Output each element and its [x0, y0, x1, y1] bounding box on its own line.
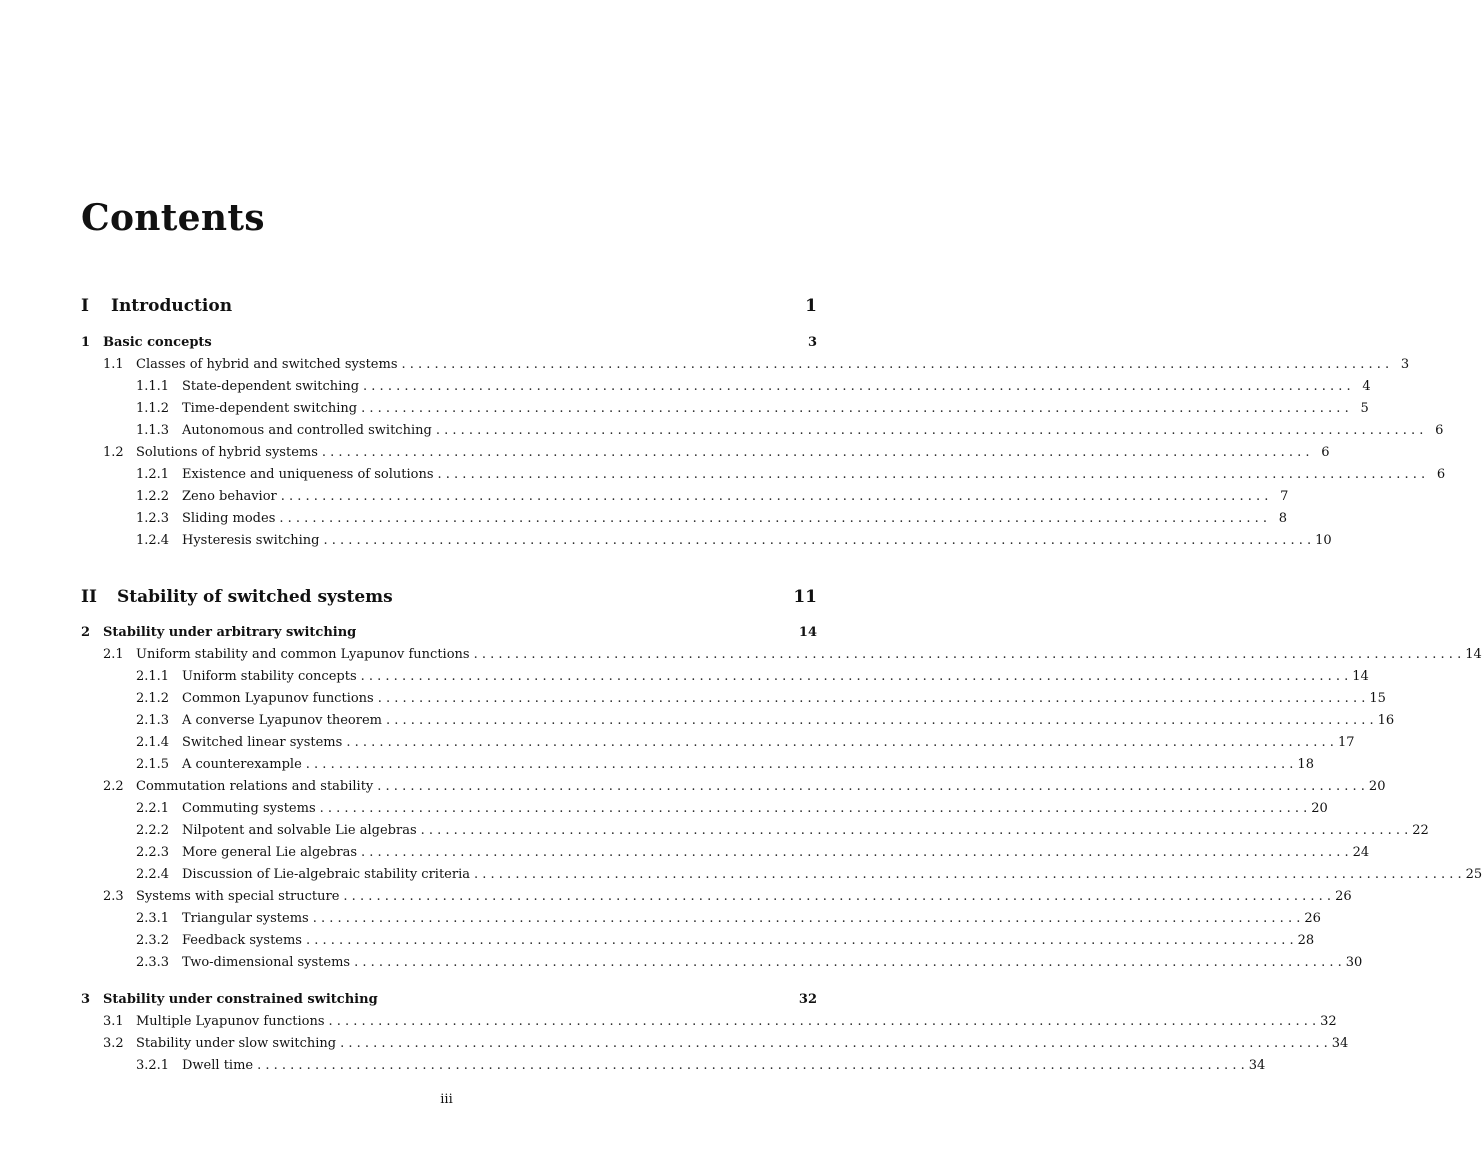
toc-entry-title: Zeno behavior	[182, 489, 277, 504]
toc-entry-title: Commuting systems	[182, 801, 316, 816]
toc-entry-title: Hysteresis switching	[182, 533, 320, 548]
toc-entry-number: 1.2.2	[136, 489, 170, 504]
toc-entry-title: Common Lyapunov functions	[182, 691, 374, 706]
toc-entry-title: Switched linear systems	[182, 735, 343, 750]
toc-entry-page: 7	[1280, 489, 1289, 504]
toc-entry-number: 1.1.3	[136, 423, 170, 438]
dot-leader: . . . . . . . . . . . . . . . . . . . . . . . . . . . . . . . . . . . . . . . . . . . . . . . . . . . . . . . . . . . . . . . . . . . . . . . . . . . . . . . . . . . . . . . . . . . . . . . . . . . . . . . . . . . . . . . . . . . . . . . .	[279, 511, 1268, 526]
toc-entry-subsection[interactable]	[81, 867, 1482, 882]
toc-entry-title: More general Lie algebras	[182, 845, 358, 860]
toc-entry-title: Nilpotent and solvable Lie algebras	[182, 823, 417, 838]
toc-entry-section[interactable]	[81, 647, 1482, 662]
toc-entry-title: Classes of hybrid and switched systems	[136, 357, 398, 372]
toc-entry-page: 6	[1435, 423, 1444, 438]
toc-entry-title: Uniform stability concepts	[182, 669, 357, 684]
toc-entry-page: 18	[1297, 757, 1314, 772]
toc-entry-number: 1.2.4	[136, 533, 170, 548]
toc-entry-page: 28	[1297, 933, 1315, 948]
toc-entry-number: 2.3.3	[136, 955, 170, 970]
toc-entry-subsection[interactable]	[81, 933, 1315, 948]
toc-entry-page: 1	[805, 296, 817, 316]
toc-entry-number: 2.1.1	[136, 669, 170, 684]
toc-entry-title: Dwell time	[182, 1058, 254, 1073]
toc-entry-number: 2.2.4	[136, 867, 170, 882]
toc-entry-page: 30	[1345, 955, 1363, 970]
toc-entry-number: II	[81, 587, 97, 607]
toc-entry-number: 1.2	[103, 445, 124, 460]
toc-entry-title: Multiple Lyapunov functions	[136, 1014, 325, 1029]
toc-entry-number: 2.3.2	[136, 933, 170, 948]
toc-entry-subsection[interactable]	[81, 379, 1371, 394]
toc-entry-subsection[interactable]	[81, 801, 1328, 816]
toc-entry-part[interactable]	[81, 587, 817, 607]
toc-entry-page: 6	[1436, 467, 1446, 482]
toc-entry-number: 2.2.1	[136, 801, 170, 816]
toc-entry-title: Stability under arbitrary switching	[103, 625, 357, 640]
toc-entry-number: 1	[81, 335, 91, 350]
toc-entry-part[interactable]	[81, 296, 817, 316]
toc-entry-subsection[interactable]	[81, 691, 1386, 706]
toc-entry-title: Introduction	[111, 296, 233, 316]
toc-entry-subsection[interactable]	[81, 955, 1363, 970]
toc-entry-page: 26	[1335, 889, 1352, 904]
dot-leader: . . . . . . . . . . . . . . . . . . . . . . . . . . . . . . . . . . . . . . . . . . . . . . . . . . . . . . . . . . . . . . . . . . . . . . . . . . . . . . . . . . . . . . . . . . . . . . . . . . . . . . . . . . . . . . . . . . . . . . . .	[437, 467, 1426, 482]
toc-entry-section[interactable]	[81, 1036, 1349, 1051]
toc-entry-page: 8	[1278, 511, 1288, 526]
dot-leader: . . . . . . . . . . . . . . . . . . . . . . . . . . . . . . . . . . . . . . . . . . . . . . . . . . . . . . . . . . . . . . . . . . . . . . . . . . . . . . . . . . . . . . . . . . . . . . . . . . . . . . . . . . . . . . . . . . . . . . . .	[305, 757, 1294, 772]
toc-entry-number: 3.2	[103, 1036, 124, 1051]
toc-entry-subsection[interactable]	[81, 757, 1314, 772]
toc-entry-number: 3.2.1	[136, 1058, 170, 1073]
toc-entry-subsection[interactable]	[81, 669, 1369, 684]
toc-entry-title: Solutions of hybrid systems	[136, 445, 318, 460]
toc-entry-section[interactable]	[81, 357, 1410, 372]
toc-entry-page: 4	[1362, 379, 1371, 394]
dot-leader: . . . . . . . . . . . . . . . . . . . . . . . . . . . . . . . . . . . . . . . . . . . . . . . . . . . . . . . . . . . . . . . . . . . . . . . . . . . . . . . . . . . . . . . . . . . . . . . . . . . . . . . . . . . . . . . . . . . . . . . .	[280, 489, 1269, 504]
dot-leader: . . . . . . . . . . . . . . . . . . . . . . . . . . . . . . . . . . . . . . . . . . . . . . . . . . . . . . . . . . . . . . . . . . . . . . . . . . . . . . . . . . . . . . . . . . . . . . . . . . . . . . . . . . . . . . . . . . . . . . . .	[361, 401, 1349, 416]
dot-leader: . . . . . . . . . . . . . . . . . . . . . . . . . . . . . . . . . . . . . . . . . . . . . . . . . . . . . . . . . . . . . . . . . . . . . . . . . . . . . . . . . . . . . . . . . . . . . . . . . . . . . . . . . . . . . . . . . . . . . . . .	[319, 801, 1308, 816]
toc-entry-number: 3	[81, 992, 91, 1007]
toc-entry-page: 20	[1311, 801, 1328, 816]
toc-entry-title: State-dependent switching	[182, 379, 360, 394]
toc-entry-title: Uniform stability and common Lyapunov functions	[136, 647, 470, 662]
toc-entry-title: Stability of switched systems	[117, 587, 393, 607]
toc-entry-page: 11	[793, 587, 817, 607]
toc-entry-page: 32	[798, 992, 817, 1007]
toc-entry-number: 2.1.5	[136, 757, 170, 772]
toc-entry-subsection[interactable]	[81, 1058, 1266, 1073]
toc-entry-title: Discussion of Lie-algebraic stability criteria	[182, 867, 470, 882]
dot-leader: . . . . . . . . . . . . . . . . . . . . . . . . . . . . . . . . . . . . . . . . . . . . . . . . . . . . . . . . . . . . . . . . . . . . . . . . . . . . . . . . . . . . . . . . . . . . . . . . . . . . . . . . . . . . . . . . . . . . . . . .	[312, 911, 1301, 926]
dot-leader: . . . . . . . . . . . . . . . . . . . . . . . . . . . . . . . . . . . . . . . . . . . . . . . . . . . . . . . . . . . . . . . . . . . . . . . . . . . . . . . . . . . . . . . . . . . . . . . . . . . . . . . . . . . . . . . . . . . . . . . .	[328, 1014, 1317, 1029]
toc-entry-page: 14	[798, 625, 817, 640]
toc-entry-page: 16	[1377, 713, 1395, 728]
toc-entry-number: 2.3.1	[136, 911, 170, 926]
toc-entry-subsection[interactable]	[81, 401, 1369, 416]
toc-entry-number: 2.1.4	[136, 735, 170, 750]
toc-entry-page: 14	[1465, 647, 1482, 662]
toc-entry-subsection[interactable]	[81, 845, 1370, 860]
toc-entry-page: 32	[1320, 1014, 1337, 1029]
toc-entry-number: 2.1	[103, 647, 124, 662]
toc-entry-title: Time-dependent switching	[182, 401, 358, 416]
toc-entry-title: Stability under constrained switching	[103, 992, 378, 1007]
toc-entry-page: 26	[1304, 911, 1321, 926]
toc-entry-title: A converse Lyapunov theorem	[182, 713, 382, 728]
toc-entry-page: 24	[1352, 845, 1370, 860]
toc-entry-title: Stability under slow switching	[136, 1036, 337, 1051]
dot-leader: . . . . . . . . . . . . . . . . . . . . . . . . . . . . . . . . . . . . . . . . . . . . . . . . . . . . . . . . . . . . . . . . . . . . . . . . . . . . . . . . . . . . . . . . . . . . . . . . . . . . . . . . . . . . . . . . . . . . . . . .	[385, 713, 1374, 728]
toc-entry-subsection[interactable]	[81, 467, 1446, 482]
toc-entry-section[interactable]	[81, 889, 1352, 904]
toc-entry-number: 1.2.3	[136, 511, 170, 526]
toc-entry-number: 2.1.2	[136, 691, 170, 706]
toc-entry-page: 14	[1352, 669, 1369, 684]
toc-entry-page: 34	[1248, 1058, 1266, 1073]
toc-entry-page: 3	[807, 335, 817, 350]
dot-leader: . . . . . . . . . . . . . . . . . . . . . . . . . . . . . . . . . . . . . . . . . . . . . . . . . . . . . . . . . . . . . . . . . . . . . . . . . . . . . . . . . . . . . . . . . . . . . . . . . . . . . . . . . . . . . . . . . . . . . . . .	[377, 779, 1365, 794]
dot-leader: . . . . . . . . . . . . . . . . . . . . . . . . . . . . . . . . . . . . . . . . . . . . . . . . . . . . . . . . . . . . . . . . . . . . . . . . . . . . . . . . . . . . . . . . . . . . . . . . . . . . . . . . . . . . . . . . . . . . . . . .	[420, 823, 1409, 838]
toc-entry-number: 2.2	[103, 779, 124, 794]
toc-entry-subsection[interactable]	[81, 823, 1429, 838]
toc-entry-subsection[interactable]	[81, 735, 1355, 750]
toc-entry-page: 17	[1337, 735, 1355, 750]
toc-entry-page: 10	[1315, 533, 1332, 548]
toc-entry-chapter[interactable]	[81, 625, 817, 640]
dot-leader: . . . . . . . . . . . . . . . . . . . . . . . . . . . . . . . . . . . . . . . . . . . . . . . . . . . . . . . . . . . . . . . . . . . . . . . . . . . . . . . . . . . . . . . . . . . . . . . . . . . . . . . . . . . . . . . . . . . . . . . .	[363, 379, 1351, 394]
dot-leader: . . . . . . . . . . . . . . . . . . . . . . . . . . . . . . . . . . . . . . . . . . . . . . . . . . . . . . . . . . . . . . . . . . . . . . . . . . . . . . . . . . . . . . . . . . . . . . . . . . . . . . . . . . . . . . . . . . . . . . . .	[257, 1058, 1245, 1073]
dot-leader: . . . . . . . . . . . . . . . . . . . . . . . . . . . . . . . . . . . . . . . . . . . . . . . . . . . . . . . . . . . . . . . . . . . . . . . . . . . . . . . . . . . . . . . . . . . . . . . . . . . . . . . . . . . . . . . . . . . . . . . .	[340, 1036, 1328, 1051]
toc-entry-section[interactable]	[81, 445, 1330, 460]
toc-entry-subsection[interactable]	[81, 713, 1395, 728]
toc-entry-subsection[interactable]	[81, 489, 1289, 504]
toc-entry-chapter[interactable]	[81, 335, 817, 350]
dot-leader: . . . . . . . . . . . . . . . . . . . . . . . . . . . . . . . . . . . . . . . . . . . . . . . . . . . . . . . . . . . . . . . . . . . . . . . . . . . . . . . . . . . . . . . . . . . . . . . . . . . . . . . . . . . . . . . . . . . . . . . .	[360, 669, 1349, 684]
toc-entry-number: 1.1	[103, 357, 124, 372]
toc-entry-page: 5	[1360, 401, 1369, 416]
toc-entry-subsection[interactable]	[81, 511, 1288, 526]
toc-entry-title: Autonomous and controlled switching	[182, 423, 432, 438]
dot-leader: . . . . . . . . . . . . . . . . . . . . . . . . . . . . . . . . . . . . . . . . . . . . . . . . . . . . . . . . . . . . . . . . . . . . . . . . . . . . . . . . . . . . . . . . . . . . . . . . . . . . . . . . . . . . . . . . . . . . . . . .	[305, 933, 1294, 948]
toc-entry-number: 2.2.3	[136, 845, 170, 860]
toc-entry-number: 1.1.2	[136, 401, 170, 416]
toc-entry-subsection[interactable]	[81, 533, 1332, 548]
toc-entry-number: 2.2.2	[136, 823, 170, 838]
toc-entry-number: 3.1	[103, 1014, 124, 1029]
toc-entry-number: 1.2.1	[136, 467, 170, 482]
toc-entry-section[interactable]	[81, 779, 1386, 794]
dot-leader: . . . . . . . . . . . . . . . . . . . . . . . . . . . . . . . . . . . . . . . . . . . . . . . . . . . . . . . . . . . . . . . . . . . . . . . . . . . . . . . . . . . . . . . . . . . . . . . . . . . . . . . . . . . . . . . . . . . . . . . .	[361, 845, 1349, 860]
dot-leader: . . . . . . . . . . . . . . . . . . . . . . . . . . . . . . . . . . . . . . . . . . . . . . . . . . . . . . . . . . . . . . . . . . . . . . . . . . . . . . . . . . . . . . . . . . . . . . . . . . . . . . . . . . . . . . . . . . . . . . . .	[323, 533, 1312, 548]
toc-entry-page: 20	[1368, 779, 1386, 794]
page-title: Contents	[81, 197, 265, 239]
toc-entry-number: 2	[81, 625, 91, 640]
toc-entry-title: Feedback systems	[182, 933, 302, 948]
toc-entry-page: 6	[1321, 445, 1330, 460]
toc-entry-chapter[interactable]	[81, 992, 817, 1007]
toc-entry-number: I	[81, 296, 89, 316]
toc-entry-title: Commutation relations and stability	[136, 779, 374, 794]
toc-entry-section[interactable]	[81, 1014, 1337, 1029]
dot-leader: . . . . . . . . . . . . . . . . . . . . . . . . . . . . . . . . . . . . . . . . . . . . . . . . . . . . . . . . . . . . . . . . . . . . . . . . . . . . . . . . . . . . . . . . . . . . . . . . . . . . . . . . . . . . . . . . . . . . . . . .	[473, 647, 1462, 662]
toc-entry-page: 3	[1400, 357, 1410, 372]
toc-entry-title: Systems with special structure	[136, 889, 340, 904]
dot-leader: . . . . . . . . . . . . . . . . . . . . . . . . . . . . . . . . . . . . . . . . . . . . . . . . . . . . . . . . . . . . . . . . . . . . . . . . . . . . . . . . . . . . . . . . . . . . . . . . . . . . . . . . . . . . . . . . . . . . . . . .	[474, 867, 1462, 882]
dot-leader: . . . . . . . . . . . . . . . . . . . . . . . . . . . . . . . . . . . . . . . . . . . . . . . . . . . . . . . . . . . . . . . . . . . . . . . . . . . . . . . . . . . . . . . . . . . . . . . . . . . . . . . . . . . . . . . . . . . . . . . .	[321, 445, 1310, 460]
toc-entry-page: 15	[1369, 691, 1386, 706]
toc-entry-title: Existence and uniqueness of solutions	[182, 467, 434, 482]
toc-entry-title: Two-dimensional systems	[182, 955, 351, 970]
toc-entry-title: Sliding modes	[182, 511, 276, 526]
toc-entry-subsection[interactable]	[81, 911, 1321, 926]
toc-entry-subsection[interactable]	[81, 423, 1444, 438]
page-number: iii	[440, 1092, 453, 1107]
dot-leader: . . . . . . . . . . . . . . . . . . . . . . . . . . . . . . . . . . . . . . . . . . . . . . . . . . . . . . . . . . . . . . . . . . . . . . . . . . . . . . . . . . . . . . . . . . . . . . . . . . . . . . . . . . . . . . . . . . . . . . . .	[435, 423, 1424, 438]
toc-entry-title: A counterexample	[182, 757, 302, 772]
dot-leader: . . . . . . . . . . . . . . . . . . . . . . . . . . . . . . . . . . . . . . . . . . . . . . . . . . . . . . . . . . . . . . . . . . . . . . . . . . . . . . . . . . . . . . . . . . . . . . . . . . . . . . . . . . . . . . . . . . . . . . . .	[354, 955, 1342, 970]
toc-entry-page: 22	[1412, 823, 1429, 838]
toc-entry-number: 1.1.1	[136, 379, 170, 394]
dot-leader: . . . . . . . . . . . . . . . . . . . . . . . . . . . . . . . . . . . . . . . . . . . . . . . . . . . . . . . . . . . . . . . . . . . . . . . . . . . . . . . . . . . . . . . . . . . . . . . . . . . . . . . . . . . . . . . . . . . . . . . .	[377, 691, 1366, 706]
toc-entry-title: Basic concepts	[103, 335, 212, 350]
toc-entry-page: 25	[1465, 867, 1482, 882]
toc-entry-title: Triangular systems	[182, 911, 309, 926]
dot-leader: . . . . . . . . . . . . . . . . . . . . . . . . . . . . . . . . . . . . . . . . . . . . . . . . . . . . . . . . . . . . . . . . . . . . . . . . . . . . . . . . . . . . . . . . . . . . . . . . . . . . . . . . . . . . . . . . . . . . . . . .	[401, 357, 1390, 372]
toc-entry-number: 2.3	[103, 889, 124, 904]
dot-leader: . . . . . . . . . . . . . . . . . . . . . . . . . . . . . . . . . . . . . . . . . . . . . . . . . . . . . . . . . . . . . . . . . . . . . . . . . . . . . . . . . . . . . . . . . . . . . . . . . . . . . . . . . . . . . . . . . . . . . . . .	[346, 735, 1334, 750]
toc-entry-page: 34	[1331, 1036, 1349, 1051]
dot-leader: . . . . . . . . . . . . . . . . . . . . . . . . . . . . . . . . . . . . . . . . . . . . . . . . . . . . . . . . . . . . . . . . . . . . . . . . . . . . . . . . . . . . . . . . . . . . . . . . . . . . . . . . . . . . . . . . . . . . . . . .	[343, 889, 1332, 904]
toc-entry-number: 2.1.3	[136, 713, 170, 728]
